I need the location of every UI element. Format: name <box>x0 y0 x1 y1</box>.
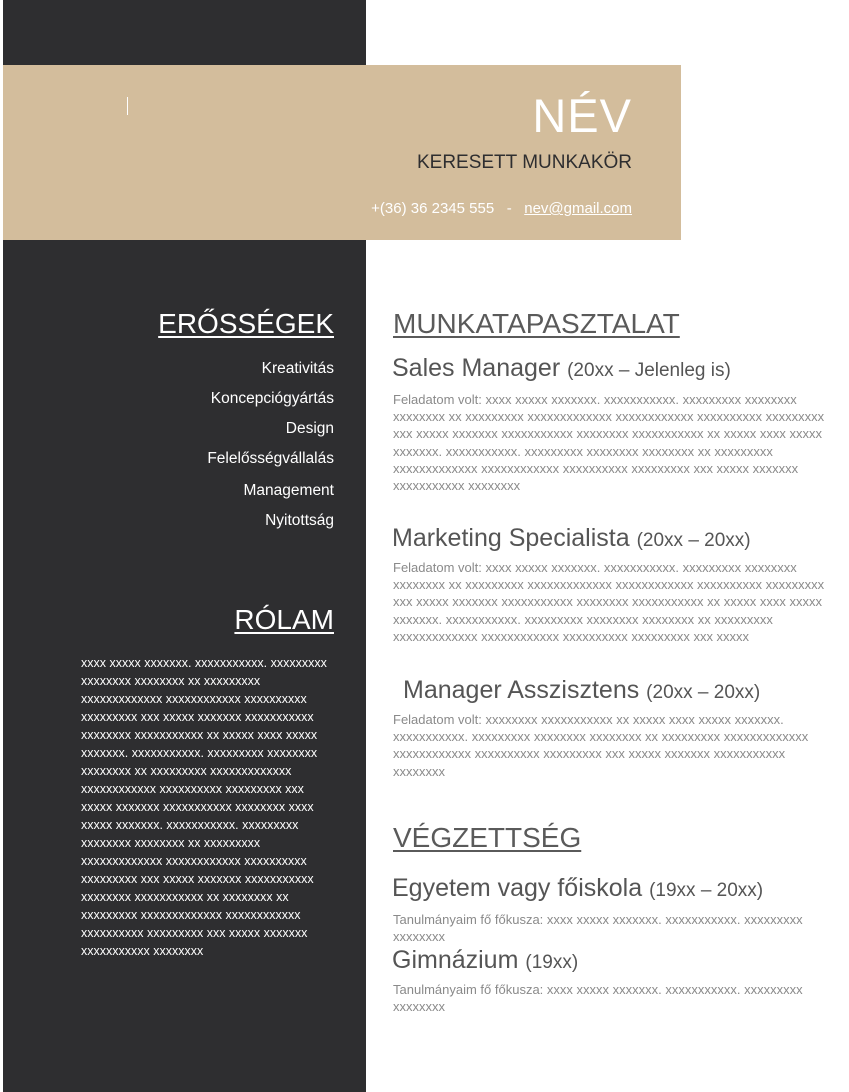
contact-line <box>371 200 632 217</box>
job-description: Feladatom volt: xxxx xxxxx xxxxxxx. xxxxxxxxxxx. xxxxxxxxx xxxxxxxx xxxxxxxx xx xxxxxxxxx xxxxxxxxxxxxx xxxxxxxxxxxx xxxxxxxxxx xxxxxxxxx xxx xxxxx xxxxxxx xxxxxxxxxxx xxxxxxxx xxxxxxxxxxx xx xxxxx xxxx xxxxx xxxxxxx. xxxxxxxxxxx. xxxxxxxxx xxxxxxxx xxxxxxxx xx xxxxxxxxx xxxxxxxxxxxxx xxxxxxxxxxxx xxxxxxxxxx xxxxxxxxx xxx xxxxx <box>393 560 825 644</box>
education-heading: VÉGZETTSÉG <box>393 822 582 853</box>
strength-item: Management <box>243 482 334 499</box>
text-cursor <box>127 97 128 115</box>
strength-item: Felelősségvállalás <box>207 450 334 467</box>
strength-item: Koncepciógyártás <box>210 390 334 407</box>
job-role: Manager Asszisztens <box>403 676 640 704</box>
job-role: Sales Manager <box>392 354 561 382</box>
education-dates: (19xx – 20xx) <box>649 880 764 901</box>
strengths-heading: ERŐSSÉGEK <box>158 308 334 339</box>
about-text: xxxx xxxxx xxxxxxx. xxxxxxxxxxx. xxxxxxxxx xxxxxxxx xxxxxxxx xx xxxxxxxxx xxxxxxxxxxxxx xxxxxxxxxxxx xxxxxxxxxx xxxxxxxxx xxx xxxxx xxxxxxx xxxxxxxxxxx xxxxxxxx xxxxxxxxxxx xx xxxxx xxxx xxxxx xxxxxxx. xxxxxxxxxxx. xxxxxxxxx xxxxxxxx xxxxxxxx xx xxxxxxxxx xxxxxxxxxxxxx xxxxxxxxxxxx xxxxxxxxxx xxxxxxxxx xxx xxxxx xxxxxxx xxxxxxxxxxx xxxxxxxx xxxx xxxxx xxxxxxx. xxxxxxxxxxx. xxxxxxxxx xxxxxxxx xxxxxxxx xx xxxxxxxxx xxxxxxxxxxxxx xxxxxxxxxxxx xxxxxxxxxx xxxxxxxxx xxx xxxxx xxxxxxx xxxxxxxxxxx xxxxxxxx xxxxxxxxxxx xx xxxxxxxx xx xxxxxxxxx xxxxxxxxxxxxx xxxxxxxxxxxx xxxxxxxxxx xxxxxxxxx xxx xxxxx xxxxxxx xxxxxxxxxxx xxxxxxxx <box>81 656 327 958</box>
email-link[interactable]: nev@gmail.com <box>524 200 632 217</box>
education-dates: (19xx) <box>525 952 579 973</box>
job-entry-title <box>403 676 760 705</box>
strength-item: Nyitottság <box>265 512 334 529</box>
education-entry-title <box>392 946 578 975</box>
target-job-title: KERESETT MUNKAKÖR <box>416 152 632 173</box>
candidate-name: NÉV <box>532 89 632 142</box>
education-description: Tanulmányaim fő főkusza: xxxx xxxxx xxxxxxx. xxxxxxxxxxx. xxxxxxxxx xxxxxxxx <box>393 912 803 945</box>
job-entry-title <box>392 524 751 553</box>
experience-heading: MUNKATAPASZTALAT <box>393 308 680 339</box>
job-dates: (20xx – Jelenleg is) <box>567 360 731 381</box>
job-dates: (20xx – 20xx) <box>636 530 751 551</box>
job-role: Marketing Specialista <box>392 524 630 552</box>
phone-number: +(36) 36 2345 555 <box>371 200 495 217</box>
job-description: Feladatom volt: xxxxxxxx xxxxxxxxxxx xx xxxxx xxxx xxxxx xxxxxxx. xxxxxxxxxxx. xxxxxxxxx xxxxxxxx xxxxxxxx xx xxxxxxxxx xxxxxxxxxxxxx xxxxxxxxxxxx xxxxxxxxxx xxxxxxxxx xxx xxxxx xxxxxxx xxxxxxxxxxx xxxxxxxx <box>393 712 809 779</box>
job-description: Feladatom volt: xxxx xxxxx xxxxxxx. xxxxxxxxxxx. xxxxxxxxx xxxxxxxx xxxxxxxx xx xxxxxxxxx xxxxxxxxxxxxx xxxxxxxxxxxx xxxxxxxxxx xxxxxxxxx xxx xxxxx xxxxxxx xxxxxxxxxxx xxxxxxxx xxxxxxxxxxx xx xxxxx xxxx xxxxx xxxxxxx. xxxxxxxxxxx. xxxxxxxxx xxxxxxxx xxxxxxxx xx xxxxxxxxx xxxxxxxxxxxxx xxxxxxxxxxxx xxxxxxxxxx xxxxxxxxx xxx xxxxx xxxxxxx xxxxxxxxxxx xxxxxxxx <box>393 392 825 494</box>
contact-separator: - <box>506 200 512 217</box>
school-name: Egyetem vagy főiskola <box>392 874 643 902</box>
education-description: Tanulmányaim fő főkusza: xxxx xxxxx xxxxxxx. xxxxxxxxxxx. xxxxxxxxx xxxxxxxx <box>393 982 803 1015</box>
job-entry-title <box>392 354 731 383</box>
strength-item: Kreativitás <box>261 360 334 377</box>
job-dates: (20xx – 20xx) <box>646 682 761 703</box>
about-heading: RÓLAM <box>234 604 334 635</box>
education-entry-title <box>392 874 763 903</box>
school-name: Gimnázium <box>392 946 519 974</box>
strength-item: Design <box>285 420 334 437</box>
